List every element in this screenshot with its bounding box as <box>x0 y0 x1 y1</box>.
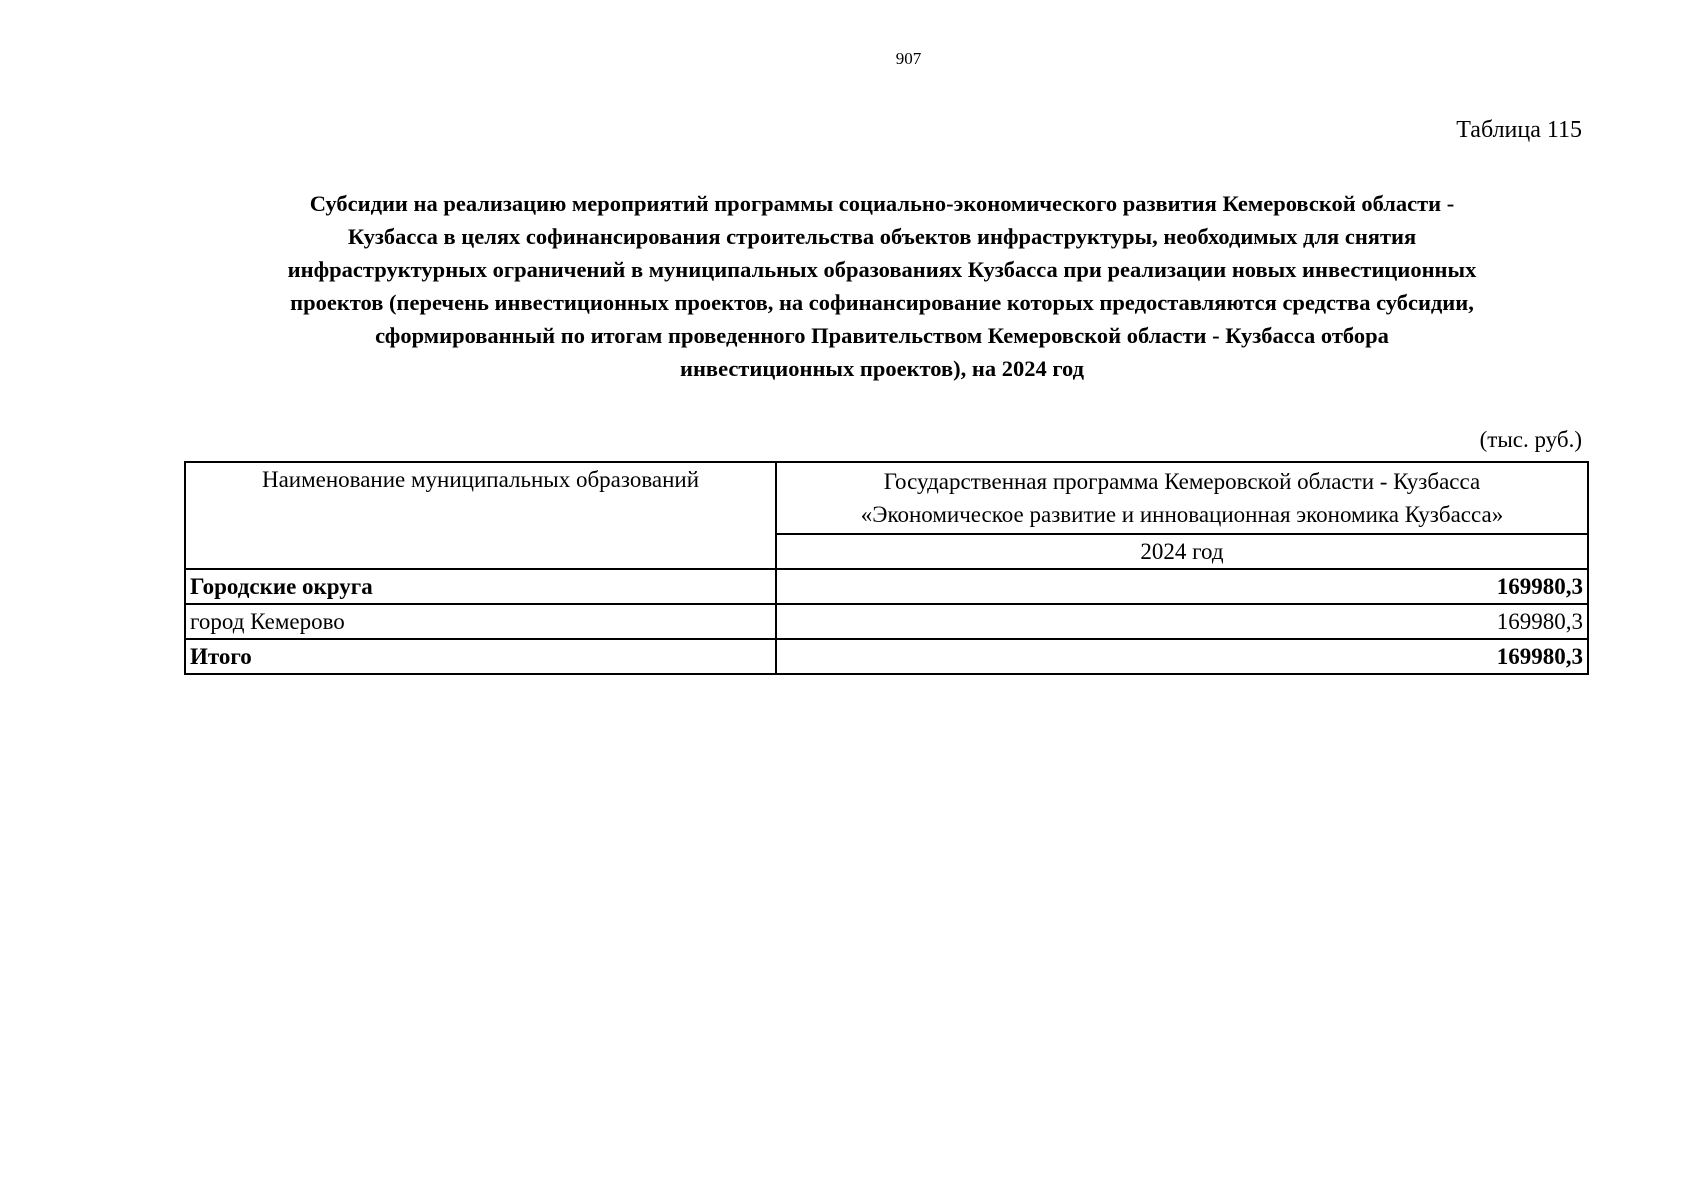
title-line: сформированный по итогам проведенного Правительством Кемеровской области - Кузбасса отбора <box>375 323 1389 348</box>
row-name: Городские округа <box>185 569 776 604</box>
row-value: 169980,3 <box>776 604 1588 639</box>
title-line: Кузбасса в целях софинансирования строительства объектов инфраструктуры, необходимых для снятия <box>347 224 1417 249</box>
table-row <box>185 639 1588 674</box>
title-line: проектов (перечень инвестиционных проектов, на софинансирование которых предоставляются средства субсидии, <box>290 290 1474 315</box>
units-note: (тыс. руб.) <box>1479 427 1582 452</box>
title-line: Субсидии на реализацию мероприятий программы социально-экономического развития Кемеровской области - <box>309 191 1455 216</box>
table-row <box>185 569 1588 604</box>
table-row <box>185 604 1588 639</box>
row-name: город Кемерово <box>185 604 776 639</box>
title-line: инвестиционных проектов), на 2024 год <box>679 356 1084 381</box>
page-number: 907 <box>895 49 922 68</box>
table-header-row <box>185 462 1588 534</box>
header-municipality: Наименование муниципальных образований <box>185 462 776 569</box>
table-caption: Таблица 115 <box>1456 117 1582 143</box>
row-name: Итого <box>185 639 776 674</box>
header-program-line: «Экономическое развитие и инновационная экономика Кузбасса» <box>860 502 1504 527</box>
header-program <box>776 462 1588 534</box>
row-value: 169980,3 <box>776 569 1588 604</box>
title-line: инфраструктурных ограничений в муниципальных образованиях Кузбасса при реализации новых инвестиционных <box>287 257 1477 282</box>
header-year: 2024 год <box>776 534 1588 569</box>
document-title <box>182 187 1582 385</box>
header-program-line: Государственная программа Кемеровской области - Кузбасса <box>883 469 1481 494</box>
subsidy-table <box>184 461 1589 675</box>
row-value: 169980,3 <box>776 639 1588 674</box>
